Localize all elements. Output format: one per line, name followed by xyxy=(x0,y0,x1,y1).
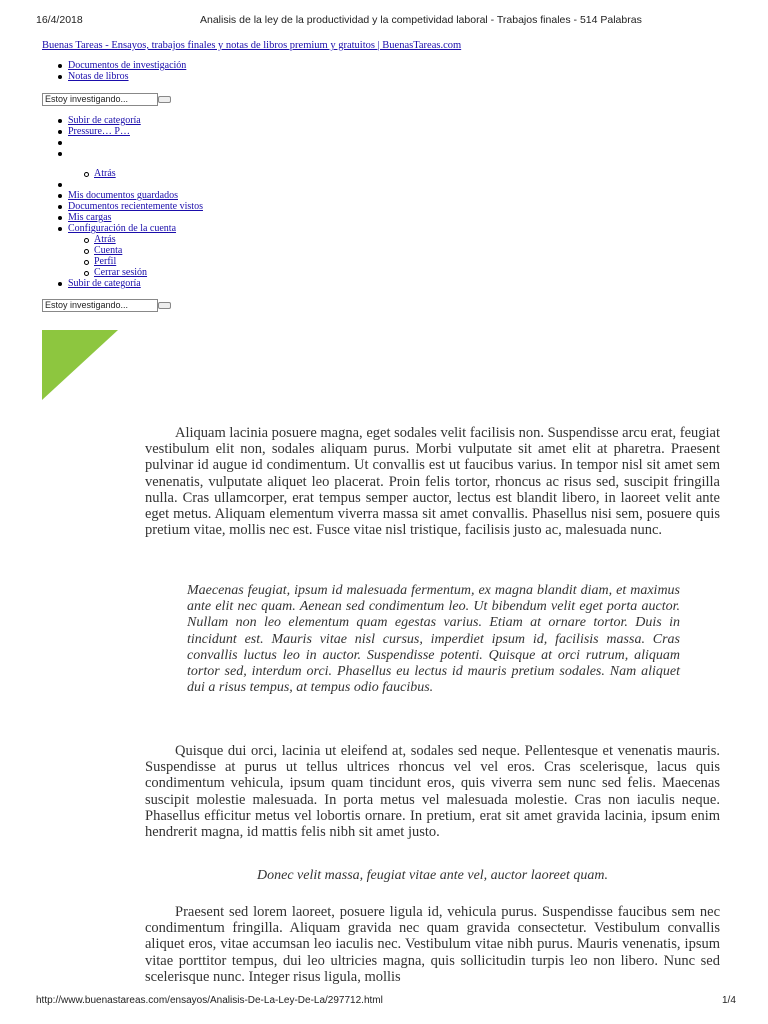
nav-item-empty xyxy=(58,137,141,148)
nav-link-research[interactable]: Documentos de investigación xyxy=(68,60,187,71)
nav-item-recent xyxy=(58,201,203,212)
print-footer xyxy=(0,995,768,1011)
nav-item-empty xyxy=(58,148,141,159)
nav-sublink-back[interactable]: Atrás xyxy=(94,234,116,245)
nav-link-book-notes[interactable]: Notas de libros xyxy=(68,71,129,82)
doc-paragraph-1 xyxy=(145,425,720,538)
nav-link-settings[interactable]: Configuración de la cuenta xyxy=(68,223,177,234)
nav-item-back xyxy=(58,168,116,179)
site-home-link[interactable]: Buenas Tareas - Ensayos, trabajos finales y notas de libros premium y gratuitos | BuenasTareas.com xyxy=(42,40,462,51)
ribbon-shape xyxy=(42,330,118,400)
nav-subitem-profile xyxy=(58,256,203,267)
nav-link-saved[interactable]: Mis documentos guardados xyxy=(68,190,178,201)
nav-item-pressure xyxy=(58,126,141,137)
nav-subitem-logout xyxy=(58,267,203,278)
nav-item-settings xyxy=(58,223,203,234)
nav-link-upgrade-bottom[interactable]: Subir de categoría xyxy=(68,278,141,289)
quote-text: Maecenas feugiat, ipsum id malesuada fermentum, ex magna blandit diam, et maximus ante elit nec quam. Aenean sed condimentum leo. Ut bibendum velit eget porta auctor. Nullam non leo elementum quam egestas varius. Etiam at ornare tortor. Duis in tincidunt est. Mauris vitae nisl cursus, imperdiet ipsum id, facilisis massa. Cras convallis luctus leo in auctor. Suspendisse potenti. Quisque at orci rutrum, aliquam tortor sed, interdum orci. Phasellus eu lectus id mauris pretium sodales. Nam aliquet dui a risus tempus, at tempus odio faucibus. xyxy=(187,583,680,696)
search-input[interactable]: Estoy investigando... xyxy=(42,93,158,106)
paragraph-text: Praesent sed lorem laoreet, posuere ligula id, vehicula purus. Suspendisse faucibus sem nec condimentum fringilla. Aliquam gravida nec quam gravida consectetur. Vestibulum convallis aliquet eros, vitae accumsan leo iaculis nec. Vestibulum vitae nibh purus. Mauris venenatis, ipsum vitae porttitor tempus, dui leo ultricies magna, quis sollicitudin turpis leo non libero. Nunc sed scelerisque nunc. Integer risus ligula, mollis xyxy=(145,904,720,985)
nav-mid xyxy=(58,115,141,159)
nav-subitem-account xyxy=(58,245,203,256)
print-page-number: 1/4 xyxy=(722,995,736,1006)
doc-blockquote xyxy=(187,583,680,696)
print-date: 16/4/2018 xyxy=(36,14,83,26)
paragraph-text: Quisque dui orci, lacinia ut eleifend at, sodales sed neque. Pellentesque et venenatis mauris. Suspendisse at purus ut tellus ultrices rhoncus vel vel eros. Cras scelerisque, lacus quis condimentum vehicula, ipsum quam tincidunt eros, quis viverra sem nunc sed felis. Maecenas suscipit molestie malesuada. In porta metus vel malesuada molestie. Cras non iaculis neque. Phasellus efficitur metus vel lobortis ornare. In pretium, erat sit amet gravida lacinia, ipsum enim hendrerit magna, id mattis felis nibh sit amet justo. xyxy=(145,743,720,841)
corner-ribbon-badge[interactable] xyxy=(42,330,118,400)
print-title: Analisis de la ley de la productividad y la competividad laboral - Trabajos finales - 514 Palabras xyxy=(200,14,642,26)
nav-item-saved xyxy=(58,190,203,201)
paragraph-text: Aliquam lacinia posuere magna, eget sodales velit facilisis non. Suspendisse arcu erat, feugiat vestibulum elit non, sodales aliquam purus. Morbi vulputate sit amet elit at pharetra. Praesent pulvinar id augue id condimentum. Ut convallis est ut faucibus varius. In tempor nisl sit amet sem venenatis, vulputate aliquet leo placerat. Proin felis tortor, rhoncus ac risus sed, suscipit fringilla nulla. Cras ullamcorper, erat tempus semper auctor, lectus est blandit libero, in laoreet velit ante eget metus. Aliquam elementum viverra massa sit amet convallis. Phasellus nisi sem, posuere quis pretium vitae, mollis nec est. Fusce vitae nisl tristique, facilisis justo ac, malesuada nunc. xyxy=(145,425,720,539)
nav-item-upgrade xyxy=(58,115,141,126)
nav-top xyxy=(58,60,186,82)
nav-item-research xyxy=(58,60,186,71)
doc-paragraph-2 xyxy=(145,743,720,840)
search-button[interactable] xyxy=(158,96,171,103)
nav-link-recent[interactable]: Documentos recientemente vistos xyxy=(68,201,203,212)
search-button[interactable] xyxy=(158,302,171,309)
nav-link-upgrade[interactable]: Subir de categoría xyxy=(68,115,141,126)
doc-centered-quote: Donec velit massa, feugiat vitae ante vel, auctor laoreet quam. xyxy=(257,868,608,883)
nav-item-upgrade-bottom xyxy=(58,278,203,289)
nav-subitem-back xyxy=(58,234,203,245)
nav-link-uploads[interactable]: Mis cargas xyxy=(68,212,112,223)
nav-link-pressure[interactable]: Pressure… P… xyxy=(68,126,130,137)
nav-sublink-logout[interactable]: Cerrar sesión xyxy=(94,267,148,278)
nav-link-back[interactable]: Atrás xyxy=(94,168,116,179)
print-header xyxy=(0,14,768,30)
nav-item-book-notes xyxy=(58,71,186,82)
nav-sublink-account[interactable]: Cuenta xyxy=(94,245,123,256)
nav-account xyxy=(58,179,203,289)
nav-item-uploads xyxy=(58,212,203,223)
nav-sublink-profile[interactable]: Perfil xyxy=(94,256,117,267)
doc-paragraph-3 xyxy=(145,904,720,988)
nav-item-empty xyxy=(58,179,203,190)
search-input[interactable]: Estoy investigando... xyxy=(42,299,158,312)
print-url: http://www.buenastareas.com/ensayos/Analisis-De-La-Ley-De-La/297712.html xyxy=(36,995,383,1006)
nav-back-list xyxy=(58,168,116,179)
